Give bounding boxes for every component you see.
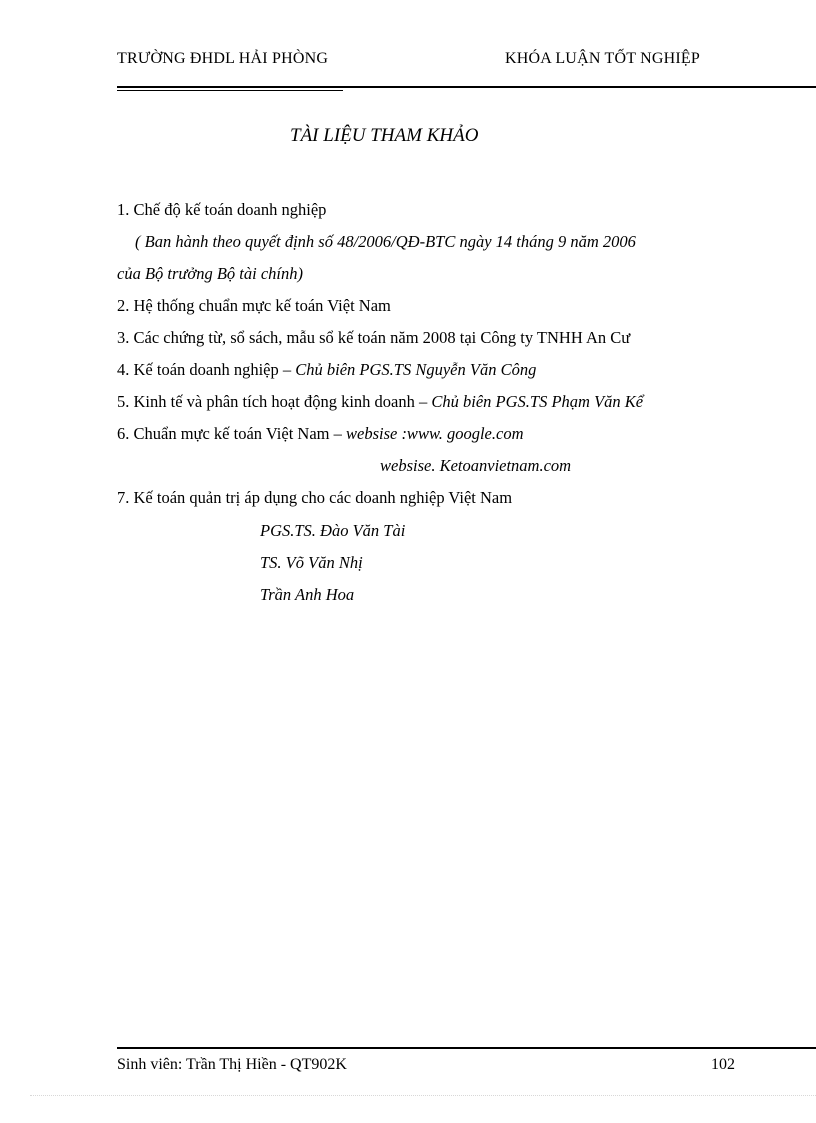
reference-4: [117, 360, 536, 380]
reference-3: 3. Các chứng từ, sổ sách, mẫu sổ kế toán năm 2008 tại Công ty TNHH An Cư: [117, 328, 631, 347]
footer-student: Sinh viên: Trần Thị Hiền - QT902K: [117, 1056, 347, 1073]
header-rule-thin: [117, 90, 343, 91]
reference-1-note-cont: của Bộ trưởng Bộ tài chính): [117, 264, 303, 283]
header-rule: [117, 86, 816, 88]
reference-1: 1. Chế độ kế toán doanh nghiệp: [117, 200, 327, 219]
reference-6-title: 6. Chuẩn mực kế toán Việt Nam –: [117, 424, 346, 443]
page-edge: [30, 1095, 816, 1096]
reference-6-website-2: websise. Ketoanvietnam.com: [380, 456, 572, 475]
reference-4-title: 4. Kế toán doanh nghiệp –: [117, 360, 296, 379]
header-school: TRƯỜNG ĐHDL HẢI PHÒNG: [117, 50, 329, 67]
reference-6-website: websise :www. google.com: [345, 424, 524, 443]
reference-1-note: ( Ban hành theo quyết định số 48/2006/QĐ-BTC ngày 14 tháng 9 năm 2006: [135, 232, 636, 251]
reference-2: 2. Hệ thống chuẩn mực kế toán Việt Nam: [117, 296, 391, 315]
footer-rule: [117, 1047, 816, 1049]
page-title: TÀI LIỆU THAM KHẢO: [290, 125, 479, 146]
reference-5: [117, 392, 643, 412]
reference-7-author-2: TS. Võ Văn Nhị: [260, 553, 363, 572]
reference-6: [117, 424, 524, 444]
page-number: 102: [711, 1056, 735, 1073]
reference-5-title: 5. Kinh tế và phân tích hoạt động kinh doanh –: [117, 392, 432, 411]
reference-7-author-3: Trần Anh Hoa: [260, 585, 355, 604]
reference-7-author-1: PGS.TS. Đào Văn Tài: [260, 521, 406, 540]
reference-5-author: Chủ biên PGS.TS Phạm Văn Kể: [431, 392, 644, 411]
reference-4-author: Chủ biên PGS.TS Nguyễn Văn Công: [295, 360, 537, 379]
reference-7: 7. Kế toán quản trị áp dụng cho các doanh nghiệp Việt Nam: [117, 488, 513, 507]
header-thesis: KHÓA LUẬN TỐT NGHIỆP: [505, 50, 700, 67]
